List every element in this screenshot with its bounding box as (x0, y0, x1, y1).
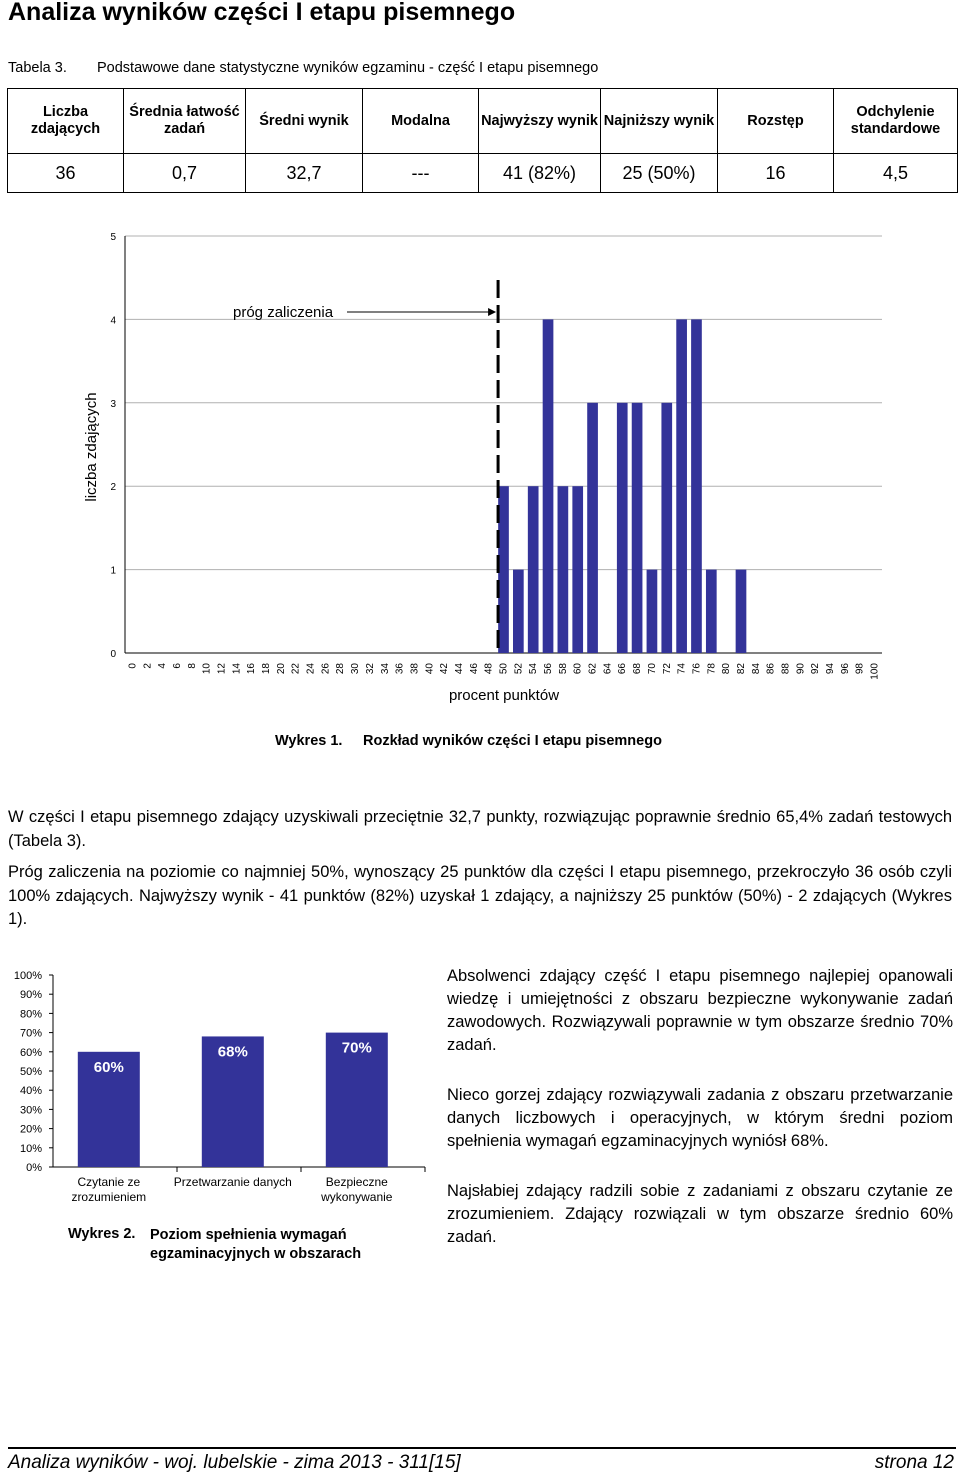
x-tick-label: zrozumieniem (71, 1190, 147, 1204)
x-tick-label: 16 (246, 663, 258, 675)
x-tick-label: 22 (290, 663, 302, 675)
table-header-row (8, 89, 958, 154)
x-tick-label: 26 (320, 663, 332, 675)
area-results-chart (0, 958, 440, 1218)
x-axis-title: procent punktów (448, 687, 560, 704)
table-header-cell: Średnia łatwość zadań (124, 89, 246, 154)
bar (513, 570, 524, 653)
x-tick-label: 92 (810, 663, 822, 675)
table-row (8, 154, 958, 193)
y-tick-label: 80% (19, 1008, 42, 1021)
x-tick-label: 0 (127, 663, 139, 669)
x-tick-label: 42 (439, 663, 451, 675)
x-tick-label: wykonywanie (321, 1190, 393, 1204)
x-tick-label: 6 (171, 663, 183, 669)
chart1-caption-number: Wykres 1. (275, 733, 343, 749)
x-tick-label: 44 (453, 663, 465, 675)
x-tick-label: 2 (142, 663, 154, 669)
x-tick-label: 60 (572, 663, 584, 675)
table-cell: --- (363, 154, 479, 193)
threshold-arrowhead (488, 308, 496, 316)
threshold-label: próg zaliczenia (233, 304, 334, 321)
bar (558, 486, 569, 653)
y-tick-label: 90% (19, 989, 42, 1002)
table-cell: 4,5 (834, 154, 958, 193)
table-header-cell: Najwyższy wynik (479, 89, 601, 154)
x-tick-label: 14 (231, 663, 243, 675)
table-cell: 36 (8, 154, 124, 193)
x-tick-label: 18 (261, 663, 273, 675)
table-cell: 41 (82%) (479, 154, 601, 193)
table-header-cell: Modalna (363, 89, 479, 154)
page-number: strona 12 (874, 1452, 954, 1473)
x-tick-label: 64 (602, 663, 614, 675)
x-tick-label: 62 (587, 663, 599, 675)
table-header-cell: Najniższy wynik (601, 89, 718, 154)
x-tick-label: 8 (186, 663, 198, 669)
score-distribution-chart (0, 222, 960, 712)
data-label: 68% (217, 1043, 248, 1061)
side-paragraph: Nieco gorzej zdający rozwiązywali zadania z obszaru przetwarzanie danych liczbowych i operacyjnych, w którym średni poziom spełnienia wymagań egzaminacyjnych wyniósł 68%. (447, 1086, 953, 1150)
bar (691, 319, 702, 653)
summary-paragraph: W części I etapu pisemnego zdający uzyskiwali przeciętnie 32,7 punkty, rozwiązując poprawnie średnio 65,4% zadań testowych (Tabela 3). (8, 808, 952, 850)
bar (498, 486, 509, 653)
table-cell: 32,7 (246, 154, 363, 193)
y-tick-label: 40% (19, 1085, 42, 1098)
bar (572, 486, 583, 653)
summary-paragraph: Próg zaliczenia na poziomie co najmniej 50%, wynoszący 25 punktów dla części I etapu pisemnego, przekroczyło 36 osób czyli 100% zdających. Najwyższy wynik - 41 punktów (82%) uzyskał 1 zdający, a najniższy 25 punktów (50%) - 2 zdających (Wykres 1). (8, 863, 952, 928)
table-cell: 25 (50%) (601, 154, 718, 193)
page-title: Analiza wyników części I etapu pisemnego (8, 0, 516, 26)
table-caption-text: Podstawowe dane statystyczne wyników egzaminu - część I etapu pisemnego (97, 60, 599, 76)
x-tick-label: Czytanie ze (77, 1175, 141, 1189)
x-tick-label: 36 (394, 663, 406, 675)
bar (543, 319, 554, 653)
x-tick-label: 70 (646, 663, 658, 675)
x-tick-label: 86 (765, 663, 777, 675)
bar (617, 403, 628, 653)
y-tick-label: 0 (110, 649, 116, 660)
x-tick-label: 98 (854, 663, 866, 675)
x-tick-label: 90 (795, 663, 807, 675)
y-tick-label: 10% (19, 1142, 42, 1155)
x-tick-label: 56 (543, 663, 555, 675)
x-tick-label: 88 (780, 663, 792, 675)
x-tick-label: 46 (468, 663, 480, 675)
y-tick-label: 5 (110, 232, 116, 243)
bar (587, 403, 598, 653)
chart2-caption-number: Wykres 2. (68, 1226, 136, 1242)
x-tick-label: 58 (557, 663, 569, 675)
y-tick-label: 20% (19, 1123, 42, 1136)
x-tick-label: 94 (825, 663, 837, 675)
bar (676, 319, 687, 653)
x-tick-label: 20 (275, 663, 287, 675)
x-tick-label: 34 (379, 663, 391, 675)
bar (706, 570, 717, 653)
y-tick-label: 50% (19, 1066, 42, 1078)
x-tick-label: Bezpieczne (325, 1175, 388, 1189)
x-tick-label: 76 (691, 663, 703, 675)
side-paragraph: Najsłabiej zdający radzili sobie z zadaniami z obszaru czytanie ze zrozumieniem. Zdający rozwiązali w tym obszarze średnio 60% zadań. (447, 1182, 953, 1246)
statistics-table (7, 88, 958, 193)
x-tick-label: 66 (617, 663, 629, 675)
x-tick-label: Przetwarzanie danych (173, 1175, 292, 1189)
x-tick-label: 52 (513, 663, 525, 675)
y-tick-label: 3 (110, 398, 116, 410)
table-header-cell: Rozstęp (718, 89, 834, 154)
x-tick-label: 32 (364, 663, 376, 675)
y-axis-title: liczba zdających (83, 392, 100, 502)
table-header-cell: Średni wynik (246, 89, 363, 154)
x-tick-label: 68 (632, 663, 644, 675)
x-tick-label: 24 (305, 663, 317, 675)
data-label: 70% (341, 1039, 372, 1057)
y-tick-label: 1 (110, 565, 116, 577)
x-tick-label: 30 (350, 663, 362, 675)
y-tick-label: 4 (110, 315, 116, 327)
x-tick-label: 100 (869, 663, 881, 680)
chart1-caption-text: Rozkład wyników części I etapu pisemnego (363, 733, 662, 749)
y-tick-label: 30% (19, 1104, 42, 1117)
x-tick-label: 72 (661, 663, 673, 675)
x-tick-label: 54 (528, 663, 540, 675)
bar (647, 570, 658, 653)
table-cell: 0,7 (124, 154, 246, 193)
x-tick-label: 12 (216, 663, 228, 675)
table-header-cell: Odchylenie standardowe (834, 89, 958, 154)
data-label: 60% (93, 1058, 124, 1076)
x-tick-label: 48 (483, 663, 495, 675)
table-cell: 16 (718, 154, 834, 193)
footer-text: Analiza wyników - woj. lubelskie - zima 2013 - 311[15] (8, 1452, 461, 1473)
bar (632, 403, 643, 653)
x-tick-label: 80 (721, 663, 733, 675)
footer-divider (8, 1447, 956, 1449)
x-tick-label: 28 (335, 663, 347, 675)
x-tick-label: 4 (157, 663, 169, 669)
y-tick-label: 2 (110, 482, 116, 494)
x-tick-label: 50 (498, 663, 510, 675)
x-tick-label: 82 (735, 663, 747, 675)
chart2-caption-text: Poziom spełnienia wymagań egzaminacyjnych w obszarach (150, 1227, 362, 1262)
y-tick-label: 0% (26, 1162, 42, 1174)
x-tick-label: 84 (750, 663, 762, 675)
bar (528, 486, 539, 653)
x-tick-label: 38 (409, 663, 421, 675)
bar (736, 570, 747, 653)
y-tick-label: 100% (13, 970, 42, 982)
bar (661, 403, 672, 653)
y-tick-label: 70% (19, 1027, 42, 1040)
x-tick-label: 10 (201, 663, 213, 675)
x-tick-label: 96 (839, 663, 851, 675)
table-header-cell: Liczba zdających (8, 89, 124, 154)
y-tick-label: 60% (19, 1046, 42, 1059)
side-paragraph: Absolwenci zdający część I etapu pisemnego najlepiej opanowali wiedzę i umiejętności z obszaru bezpieczne wykonywanie zadań zawodowych. Rozwiązywali poprawnie w tym obszarze średnio 70% zadań. (447, 967, 953, 1054)
x-tick-label: 78 (706, 663, 718, 675)
x-tick-label: 40 (424, 663, 436, 675)
x-tick-label: 74 (676, 663, 688, 675)
table-caption-number: Tabela 3. (8, 60, 67, 76)
